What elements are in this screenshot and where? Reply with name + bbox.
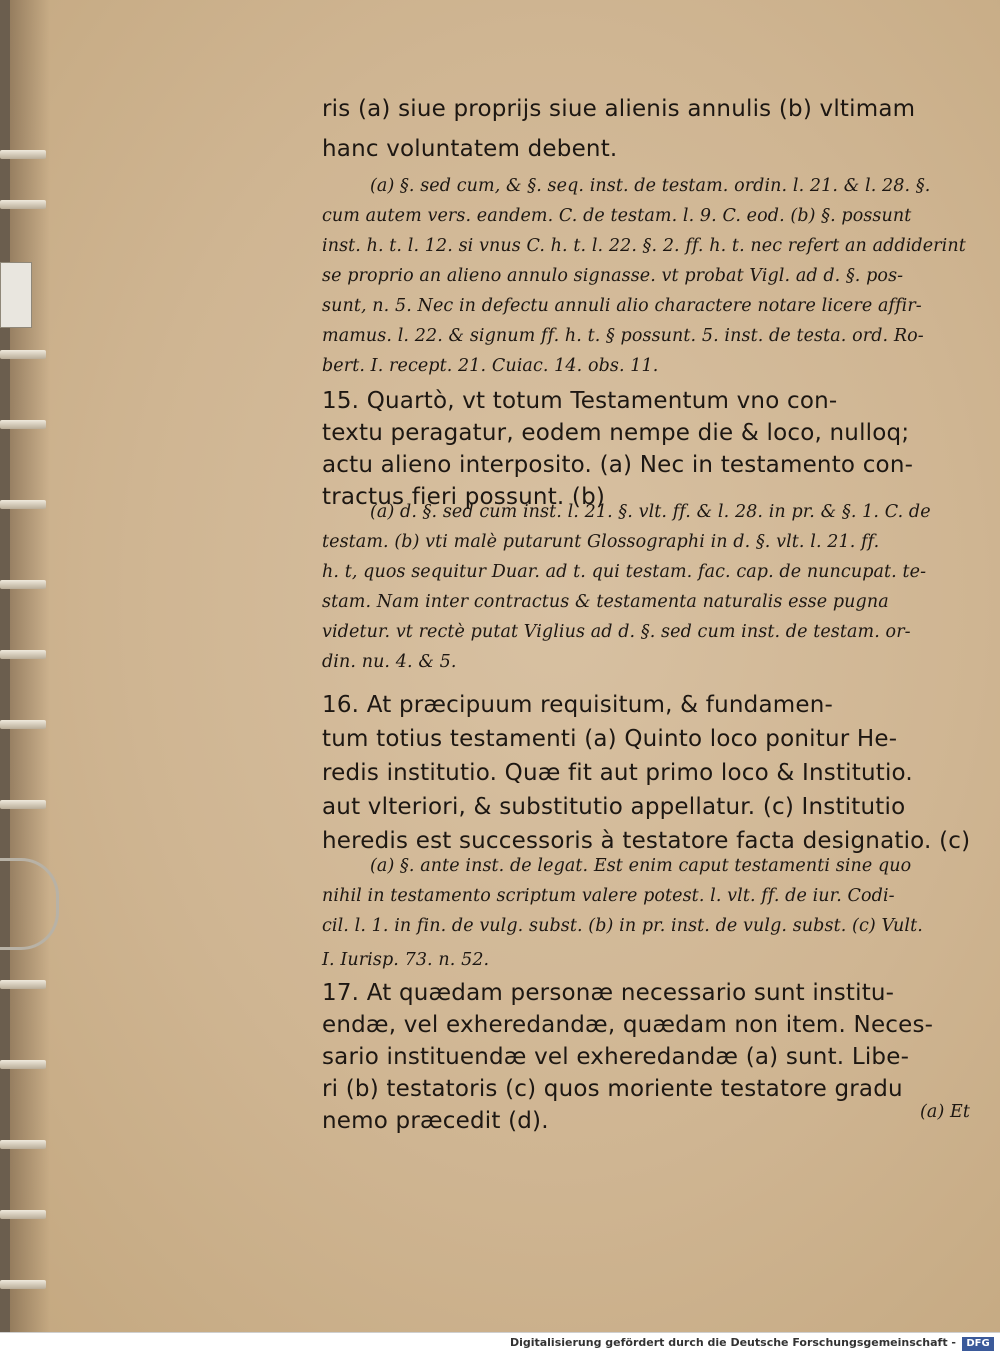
footnote-line: (a) d. §. sed cum inst. l. 21. §. vlt. ff. & l. 28. in pr. & §. 1. C. de	[370, 502, 931, 522]
paper-page	[10, 0, 1000, 1332]
text-line: aut vlteriori, & substitutio appellatur. (c) Institutio	[322, 794, 906, 820]
text-line: heredis est successoris à testatore facta designatio. (c)	[322, 828, 971, 854]
footnote-line: sunt, n. 5. Nec in defectu annuli alio charactere notare licere affir-	[322, 296, 922, 316]
page-tab-marker	[0, 262, 32, 328]
footnote-line: stam. Nam inter contractus & testamenta naturalis esse pugna	[322, 592, 889, 612]
text-line: actu alieno interposito. (a) Nec in testamento con-	[322, 452, 914, 478]
dfg-logo: DFG	[962, 1337, 994, 1351]
footnote-line: cum autem vers. eandem. C. de testam. l. 9. C. eod. (b) §. possunt	[322, 206, 912, 226]
text-line: endæ, vel exheredandæ, quædam non item. Neces-	[322, 1012, 934, 1038]
footnote-line: bert. I. recept. 21. Cuiac. 14. obs. 11.	[322, 356, 659, 376]
footnote-line: nihil in testamento scriptum valere potest. l. vlt. ff. de iur. Codi-	[322, 886, 895, 906]
footnote-line: din. nu. 4. & 5.	[322, 652, 457, 672]
catchword: (a) Et	[920, 1102, 971, 1122]
text-line: nemo præcedit (d).	[322, 1108, 549, 1134]
footer-credit-text: Digitalisierung gefördert durch die Deutsche Forschungsgemeinschaft -	[509, 1336, 956, 1349]
text-line: ris (a) siue proprijs siue alienis annulis (b) vltimam	[322, 96, 916, 122]
footnote-line: se proprio an alieno annulo signasse. vt probat Vigl. ad d. §. pos-	[322, 266, 904, 286]
paper-clip	[0, 858, 59, 950]
footnote-line: (a) §. ante inst. de legat. Est enim caput testamenti sine quo	[370, 856, 912, 876]
text-line: ri (b) testatoris (c) quos moriente testatore gradu	[322, 1076, 903, 1102]
text-line: 15. Quartò, vt totum Testamentum vno con-	[322, 388, 838, 414]
footnote-line: testam. (b) vti malè putarunt Glossographi in d. §. vlt. l. 21. ff.	[322, 532, 880, 552]
footnote-line: h. t, quos sequitur Duar. ad t. qui testam. fac. cap. de nuncupat. te-	[322, 562, 927, 582]
text-line: tum totius testamenti (a) Quinto loco ponitur He-	[322, 726, 898, 752]
footnote-line: (a) §. sed cum, & §. seq. inst. de testam. ordin. l. 21. & l. 28. §.	[370, 176, 931, 196]
text-line: sario instituendæ vel exheredandæ (a) sunt. Libe-	[322, 1044, 910, 1070]
footnote-line: inst. h. t. l. 12. si vnus C. h. t. l. 22. §. 2. ff. h. t. nec refert an addiderint	[322, 236, 966, 256]
text-line: 16. At præcipuum requisitum, & fundamen-	[322, 692, 833, 718]
text-line: redis institutio. Quæ fit aut primo loco & Institutio.	[322, 760, 913, 786]
digitization-footer	[0, 1332, 1000, 1356]
footnote-line: mamus. l. 22. & signum ff. h. t. § possunt. 5. inst. de testa. ord. Ro-	[322, 326, 924, 346]
text-line: tractus fieri possunt. (b)	[322, 484, 606, 510]
footnote-line: I. Iurisp. 73. n. 52.	[322, 950, 490, 970]
binding-stitches	[0, 0, 44, 1332]
text-line: textu peragatur, eodem nempe die & loco, nulloq;	[322, 420, 910, 446]
text-line: 17. At quædam personæ necessario sunt institu-	[322, 980, 895, 1006]
footnote-line: cil. l. 1. in fin. de vulg. subst. (b) in pr. inst. de vulg. subst. (c) Vult.	[322, 916, 923, 936]
text-line: hanc voluntatem debent.	[322, 136, 618, 162]
footnote-line: videtur. vt rectè putat Viglius ad d. §. sed cum inst. de testam. or-	[322, 622, 911, 642]
